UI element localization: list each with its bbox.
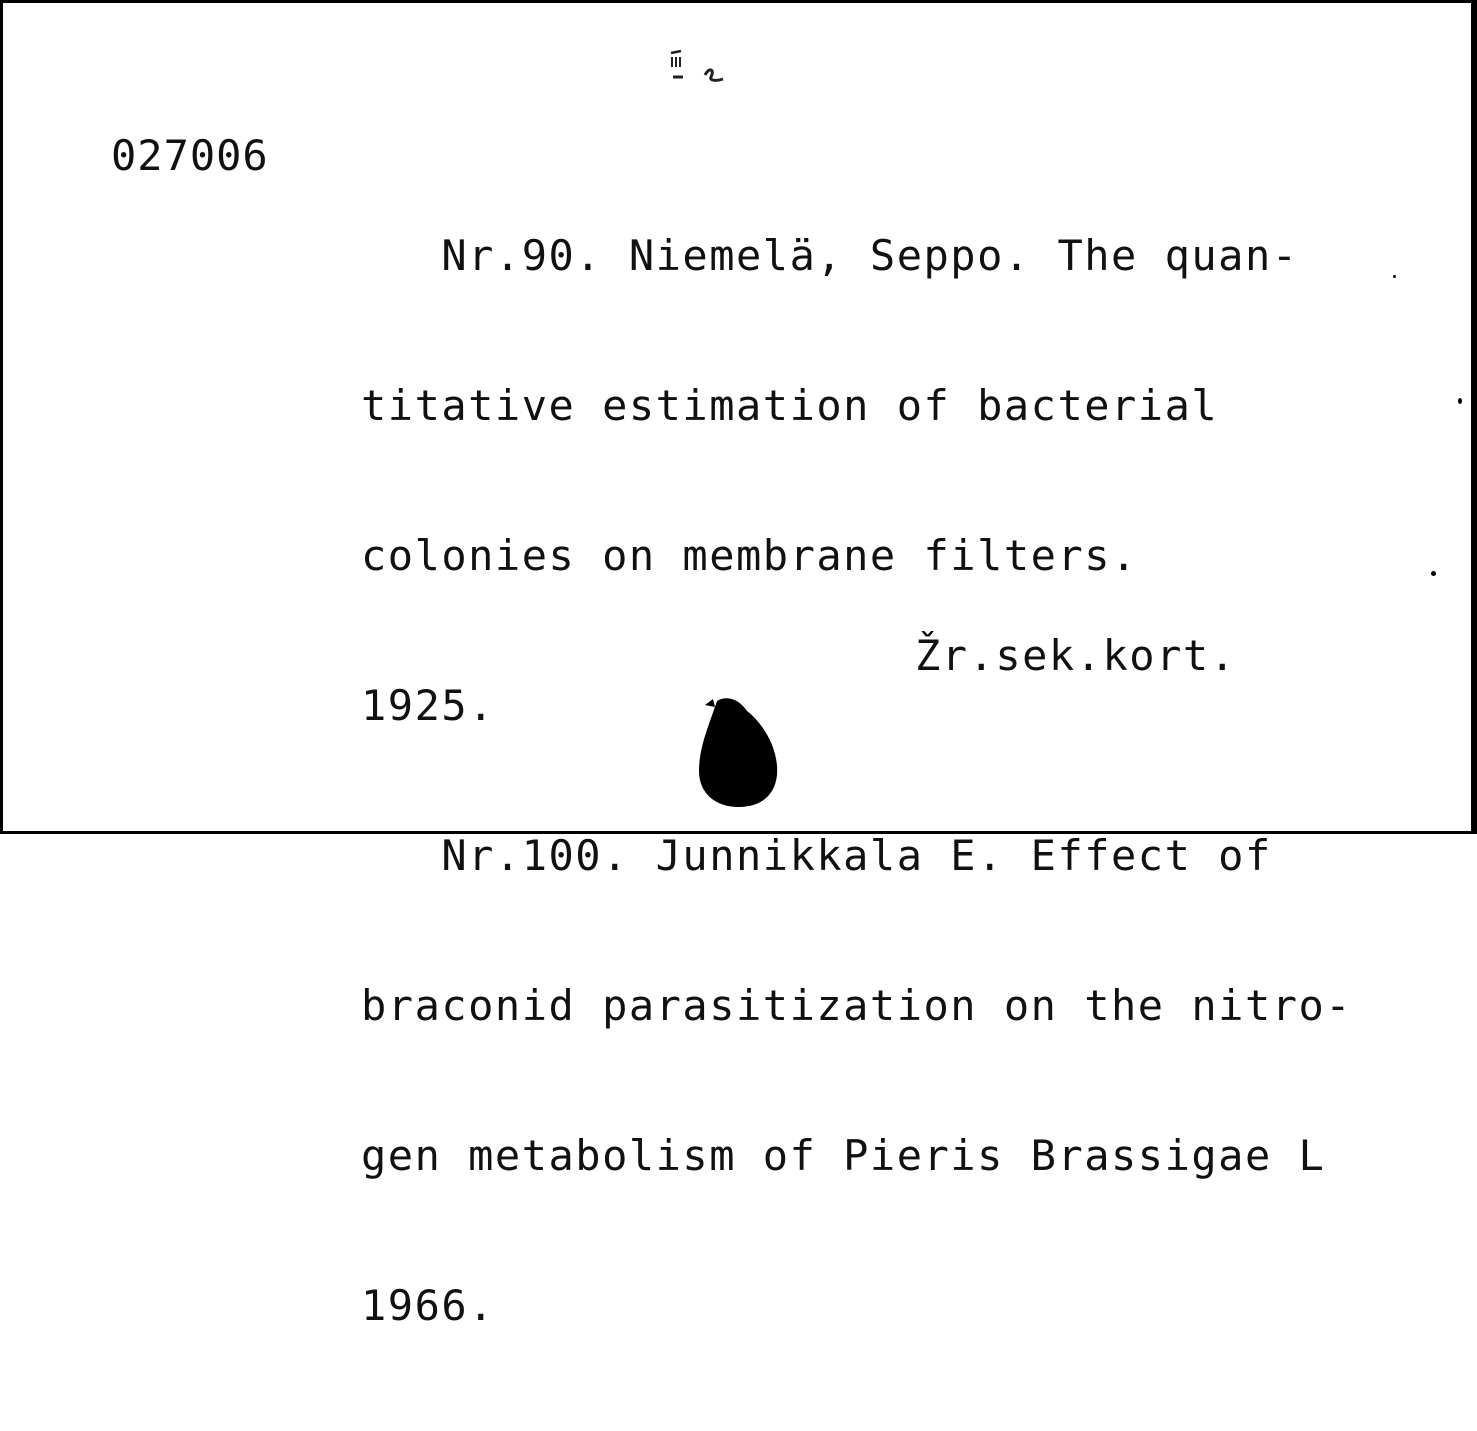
bibliographic-entries: [361, 131, 1466, 1431]
ink-speck: [1393, 275, 1396, 278]
punch-hole: [695, 695, 781, 809]
handwritten-mark: [665, 45, 735, 102]
catalog-number: 027006: [111, 131, 269, 180]
entry-line: Nr.100. Junnikkala E. Effect of: [361, 831, 1272, 880]
entry-line: 1925.: [361, 681, 495, 730]
entry-line: 1966.: [361, 1281, 495, 1330]
footer-reference: Žr.sek.kort.: [915, 631, 1237, 680]
entry-line: colonies on membrane filters.: [361, 531, 1138, 580]
entry-line: gen metabolism of Pieris Brassigae L: [361, 1131, 1326, 1180]
handwritten-mark-glyph: [665, 45, 735, 95]
entry-line: titative estimation of bacterial: [361, 381, 1219, 430]
entry-line: Nr.90. Niemelä, Seppo. The quan-: [361, 231, 1299, 280]
ink-speck: [1458, 398, 1462, 404]
entry-line: braconid parasitization on the nitro-: [361, 981, 1353, 1030]
ink-speck: [1431, 571, 1436, 576]
